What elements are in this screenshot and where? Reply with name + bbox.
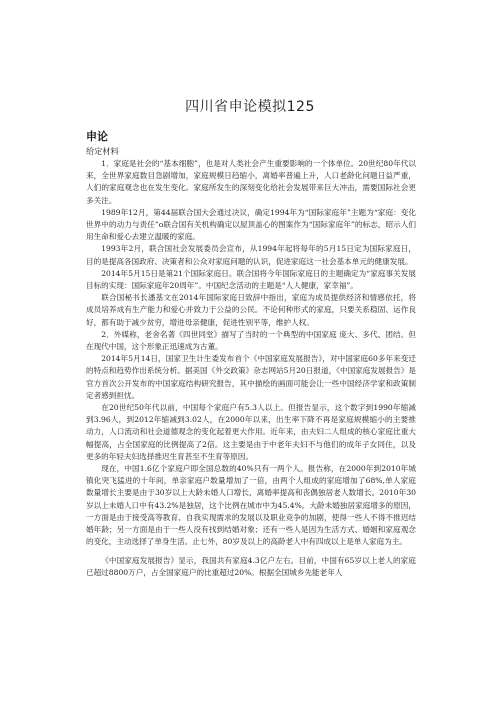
paragraph: 现在，中国1.6亿个家庭户即全国总数的40%只有一两个人。报告称，在2000年到2010年城镇化突飞猛进的十年间，单亲家庭户数量增加了一倍，由两个人组成的家庭增加了68%,单人家庭数量增长主要是由于30岁以上大龄未婚人口增长、离婚率提高和丧偶独居老人数增长。2010年30岁以上未婚人口中有43.2%是独居，这个比例在城市中为45.4%。大龄未婚独居家庭增多的原因，一方面是由于接受高等教育、自我实现需求的发展以及职业竞争的加剧，使得一些人不得不推迟结婚年龄；另一方面是由于一些人没有找到结婚对象；还有一些人是因为生活方式、婚姻和家庭观念的变化，主动选择了单身生活。止七外，80岁及以上的高龄老人中有四成以上是单人家庭为主。 (86, 464, 416, 547)
section-heading: 申论 (86, 130, 108, 143)
material-subtitle: 给定材料 (86, 146, 119, 156)
paragraph: 在20世纪50年代以前，中国每个家庭户有5.3人以上。但报告显示，这个数字到1990年缩减到3.96人，到2012年缩减到3.02人，在2000年以来，出生率下降不再是家庭规模缩小的主要推动力，人口流动和社会道德观念的变化起着更大作用。近年来，由夫妇二人组成的核心家庭比重大幅提高，占全国家庭的比例提高了2倍。这主要是由于中老年夫妇不与他们的成年子女同住，以及更多的年轻夫妇选择推迟生育甚至不生育等原因。 (86, 403, 416, 461)
paragraph: 2014年5月15日是第21个国际家庭日。联合国将今年国际家庭日的主题确定为“家庭事关发展目标的实现：国际家庭年20周年”。中国纪念活动的主题是“人人健康，家幸福”。 (86, 268, 416, 291)
paragraph: 1989年12月，第44届联合国大会通过决议，确定1994年为“国际家庭年”主题为“家庭：变化世界中的动力与责任”o联合国有关机构确定以屋顶盖心的图案作为“国际家庭年”的标志，昭示人们用生命和爱心去建立温暖的家庭。 (86, 207, 416, 242)
paragraph: 《中国家庭发展报告》显示，我国共有家庭4.3亿户左右。目前，中国有65岁以上老人的家庭已超过8800万户，占全国家庭户的比重超过20%。根据全国城乡先能老年人 (86, 555, 416, 577)
document-title: 四川省申论模拟125 (185, 99, 315, 115)
paragraph: 2014年5月14日，国家卫生计生委发布首个《中国家庭发展报告》，对中国家庭60多年来变迁的特点和趋势作出系统分析。据美国《外交政策》杂志网站5月20日报道，《中国家庭发展报告》是官方首次公开发布的中国家庭结构研究报告，其中描绘的画面可能会让一些中国经济学家和政策制定者感到担忧。 (86, 354, 416, 400)
paragraph: 联合国秘书长潘基文在2014年国际家庭日致辞中指出，家庭为成员提供经济和情感依托，将成员培养成有生产能力和爱心并致力于公益的公民。不论何种形式的家庭，只要关系稳固、运作良好，都有助于减少贫穷，增进母亲健康，促进性别平等，维护人权。 (86, 293, 416, 327)
document-body (86, 158, 416, 579)
paragraph: 1．家庭是社会的“基本细胞”，也是对人类社会产生重要影响的一个体单位。20世纪80年代以来，全世界家庭数目急剧增加，家庭规模日趋缩小，离婚率普遍上升，人口老龄化问题日益严重，人们的家庭观念也在发生变化。家庭所发生的深刻变化给社会发展带来巨大冲击，需要国际社会更多关注。 (86, 159, 416, 205)
paragraph: 1993年2月，联合国社会发展委员会宣布，从1994年起将每年的5月15日定为国际家庭日，目的是提高各国政府、决策者和公众对家庭问题的认识，促进家庭这一社会基本单元的健康发展。 (86, 244, 416, 266)
paragraph: 2．外媒称，老舍名著《四世同堂》描写了当时的一个典型的中国家庭 庞大、多代、团结。但在现代中国，这个形象正迅速成为古董。 (86, 329, 416, 352)
